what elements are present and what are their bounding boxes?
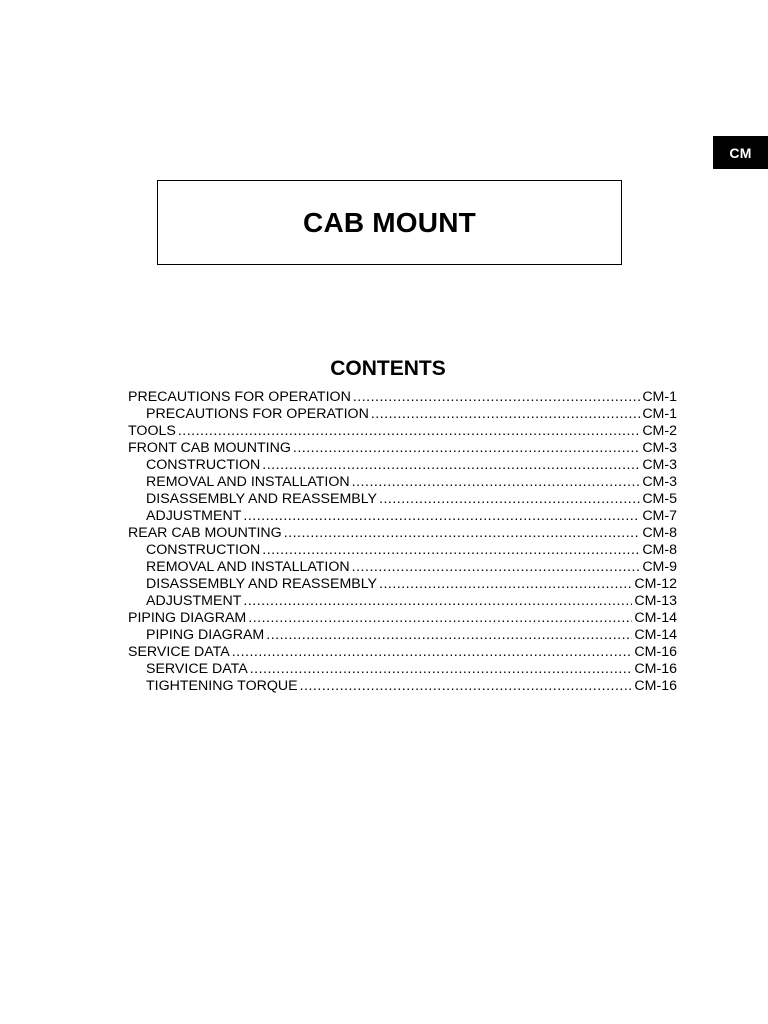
toc-leader-dots xyxy=(266,627,632,644)
toc-entry-page: CM-16 xyxy=(634,644,677,660)
toc-entry[interactable] xyxy=(128,542,677,559)
toc-entry-page: CM-1 xyxy=(642,389,677,405)
toc-leader-dots xyxy=(300,678,633,695)
table-of-contents xyxy=(128,389,677,695)
toc-entry-page: CM-12 xyxy=(634,576,677,592)
toc-entry[interactable] xyxy=(128,576,677,593)
toc-entry-page: CM-8 xyxy=(642,525,677,541)
toc-leader-dots xyxy=(178,423,640,440)
toc-leader-dots xyxy=(352,559,641,576)
toc-entry-page: CM-5 xyxy=(642,491,677,507)
toc-entry[interactable] xyxy=(128,406,677,423)
contents-heading: CONTENTS xyxy=(330,357,446,380)
toc-entry[interactable] xyxy=(128,508,677,525)
toc-leader-dots xyxy=(379,576,632,593)
toc-entry-label: CONSTRUCTION xyxy=(146,542,261,558)
toc-entry[interactable] xyxy=(128,389,677,406)
toc-entry-label: FRONT CAB MOUNTING xyxy=(128,440,291,456)
toc-entry-page: CM-16 xyxy=(634,661,677,677)
toc-entry-page: CM-7 xyxy=(642,508,677,524)
toc-leader-dots xyxy=(262,542,640,559)
toc-leader-dots xyxy=(248,610,632,627)
toc-entry[interactable] xyxy=(128,423,677,440)
toc-entry[interactable] xyxy=(128,644,677,661)
toc-entry-page: CM-14 xyxy=(634,610,677,626)
toc-leader-dots xyxy=(243,508,640,525)
toc-entry-label: PIPING DIAGRAM xyxy=(128,610,247,626)
toc-entry[interactable] xyxy=(128,610,677,627)
toc-leader-dots xyxy=(371,406,640,423)
toc-entry-page: CM-3 xyxy=(642,474,677,490)
toc-entry[interactable] xyxy=(128,678,677,695)
toc-entry[interactable] xyxy=(128,559,677,576)
toc-leader-dots xyxy=(379,491,640,508)
toc-entry-page: CM-8 xyxy=(642,542,677,558)
toc-entry-label: REMOVAL AND INSTALLATION xyxy=(146,474,350,490)
toc-entry-page: CM-1 xyxy=(642,406,677,422)
toc-entry[interactable] xyxy=(128,525,677,542)
toc-entry[interactable] xyxy=(128,627,677,644)
toc-entry-page: CM-9 xyxy=(642,559,677,575)
toc-entry-page: CM-13 xyxy=(634,593,677,609)
toc-leader-dots xyxy=(250,661,633,678)
toc-entry-label: ADJUSTMENT xyxy=(146,593,242,609)
toc-entry[interactable] xyxy=(128,440,677,457)
toc-leader-dots xyxy=(284,525,641,542)
title-box xyxy=(157,180,622,265)
toc-entry-label: DISASSEMBLY AND REASSEMBLY xyxy=(146,491,378,507)
toc-entry-label: TOOLS xyxy=(128,423,176,439)
toc-entry-label: ADJUSTMENT xyxy=(146,508,242,524)
toc-entry[interactable] xyxy=(128,661,677,678)
toc-leader-dots xyxy=(262,457,640,474)
toc-leader-dots xyxy=(232,644,633,661)
toc-leader-dots xyxy=(353,389,640,406)
toc-entry-page: CM-16 xyxy=(634,678,677,694)
toc-leader-dots xyxy=(243,593,632,610)
toc-entry-label: REAR CAB MOUNTING xyxy=(128,525,282,541)
toc-entry-label: SERVICE DATA xyxy=(128,644,230,660)
toc-leader-dots xyxy=(352,474,641,491)
toc-entry[interactable] xyxy=(128,474,677,491)
toc-entry-page: CM-14 xyxy=(634,627,677,643)
page-title: CAB MOUNT xyxy=(303,206,476,238)
section-tab[interactable] xyxy=(713,136,768,169)
toc-entry-label: CONSTRUCTION xyxy=(146,457,261,473)
toc-entry-label: PIPING DIAGRAM xyxy=(146,627,265,643)
toc-entry-page: CM-3 xyxy=(642,440,677,456)
toc-entry-page: CM-3 xyxy=(642,457,677,473)
toc-entry[interactable] xyxy=(128,593,677,610)
toc-leader-dots xyxy=(293,440,640,457)
toc-entry-label: PRECAUTIONS FOR OPERATION xyxy=(146,406,369,422)
toc-entry-label: REMOVAL AND INSTALLATION xyxy=(146,559,350,575)
toc-entry-page: CM-2 xyxy=(642,423,677,439)
toc-entry-label: PRECAUTIONS FOR OPERATION xyxy=(128,389,351,405)
section-tab-label: CM xyxy=(729,144,752,161)
toc-entry-label: TIGHTENING TORQUE xyxy=(146,678,298,694)
toc-entry-label: SERVICE DATA xyxy=(146,661,248,677)
toc-entry[interactable] xyxy=(128,491,677,508)
toc-entry-label: DISASSEMBLY AND REASSEMBLY xyxy=(146,576,378,592)
toc-entry[interactable] xyxy=(128,457,677,474)
